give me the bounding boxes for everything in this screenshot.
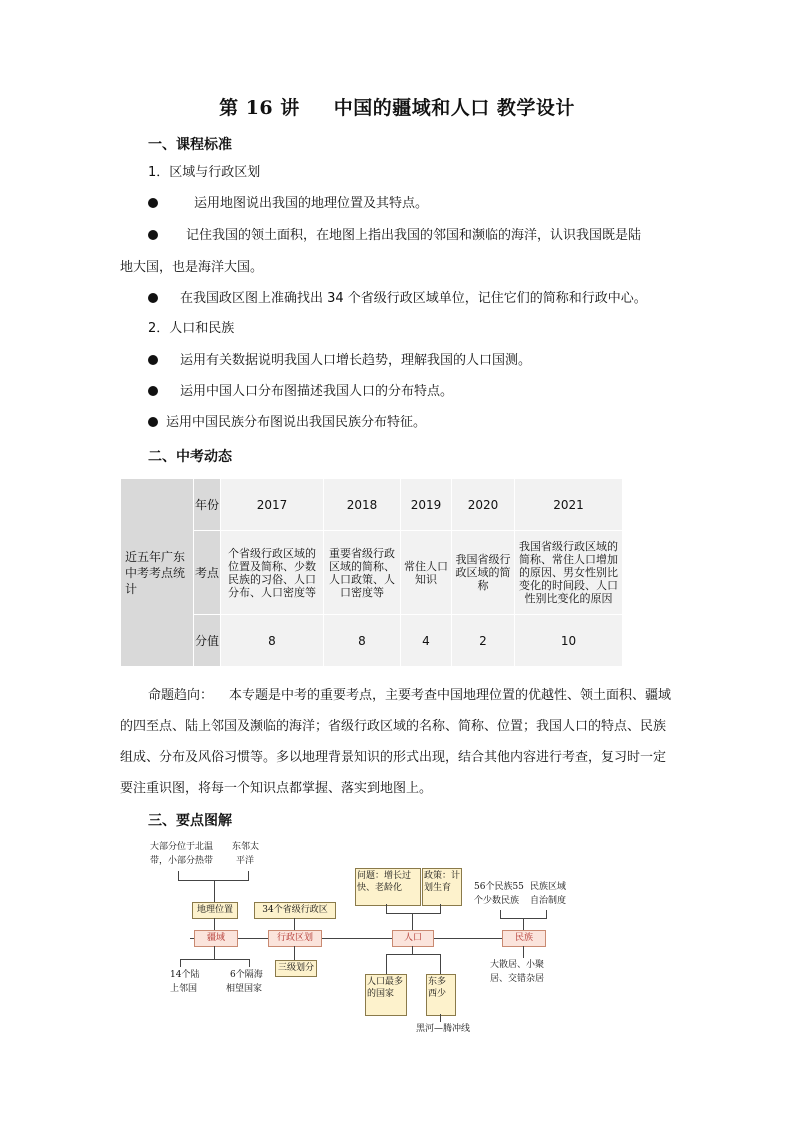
bullet-item-3: 在我国政区图上准确找出 34 个省级行政区域单位，记住它们的简称和行政中心。 — [148, 283, 647, 315]
bullet-icon — [148, 230, 158, 240]
score-cell: 4 — [401, 615, 452, 667]
point-cell: 个省级行政区域的位置及简称、少数民族的习俗、人口分布、人口密度等 — [221, 531, 324, 615]
bullet-item-6: 运用中国民族分布图说出我国民族分布特征。 — [148, 407, 426, 439]
three-level-box: 三级划分 — [275, 960, 317, 977]
problem-box: 问题：增长过快、老龄化 — [355, 868, 421, 906]
renkou-node: 人口 — [392, 930, 434, 947]
score-cell: 10 — [515, 615, 623, 667]
sea-neighbors-note: 6个隔海 相望国家 — [226, 970, 263, 994]
trend-paragraph: 命题趋向： 本专题是中考的重要考点，主要考查中国地理位置的优越性、领土面积、疆域的四至点、陆上邻国及濒临的海洋；省级行政区域的名称、简称、位置；我国人口的特点、民族组成、分布及风俗习惯等。多以地理背景知识的形式出现，结合其他内容进行考查，复习时一定要注重识图，将每一个知识点都掌握、落实到地图上。 — [120, 688, 672, 796]
row-header-point: 考点 — [194, 531, 221, 615]
jiangyu-node: 疆域 — [194, 930, 238, 947]
ethnic-count-note: 56个民族55 个少数民族 — [474, 882, 524, 906]
bullet-item-4: 运用有关数据说明我国人口增长趋势，理解我国的人口国测。 — [148, 345, 531, 377]
bullet-item-1: 运用地图说出我国的地理位置及其特点。 — [148, 188, 428, 220]
point-cell: 重要省级行政区域的简称、人口政策、人口密度等 — [324, 531, 401, 615]
land-neighbors-note: 14个陆 上邻国 — [170, 970, 200, 994]
table-corner-label: 近五年广东中考考点统计 — [121, 479, 194, 667]
exam-stats-table — [120, 478, 623, 667]
geo-position-box: 地理位置 — [192, 902, 238, 919]
section-heading-diagram: 三、要点图解 — [148, 813, 232, 829]
row-header-year: 年份 — [194, 479, 221, 531]
bullet-icon — [148, 386, 158, 396]
bullet-icon — [148, 417, 158, 427]
east-more-box: 东多西少 — [426, 974, 456, 1016]
subheading-population: 2．人口和民族 — [148, 321, 235, 336]
score-cell: 2 — [452, 615, 515, 667]
year-cell: 2020 — [452, 479, 515, 531]
point-cell: 我国省级行政区域的简称、常住人口增加的原因、男女性别比变化的时间段、人口性别比变化的原因 — [515, 531, 623, 615]
year-cell: 2021 — [515, 479, 623, 531]
provinces-box: 34个省级行政区 — [254, 902, 336, 919]
point-cell: 我国省级行政区域的简称 — [452, 531, 515, 615]
bullet-icon — [148, 198, 158, 208]
bullet-icon — [148, 355, 158, 365]
score-cell: 8 — [324, 615, 401, 667]
lecture-topic: 中国的疆域和人口 教学设计 — [333, 97, 575, 119]
location-note: 大部分位于北温 带，小部分热带 — [150, 842, 214, 866]
minzu-node: 民族 — [502, 930, 546, 947]
distribution-note: 大散居、小聚 居、交错杂居 — [490, 960, 545, 984]
year-cell: 2017 — [221, 479, 324, 531]
bullet-item-2: 记住我国的领土面积，在地图上指出我国的邻国和濒临的海洋，认识我国既是陆 — [148, 220, 688, 252]
score-cell: 8 — [221, 615, 324, 667]
page-title — [0, 93, 794, 120]
autonomy-note: 民族区域 自治制度 — [530, 882, 567, 906]
subheading-region: 1．区域与行政区划 — [148, 165, 261, 180]
lecture-number: 第 16 讲 — [219, 97, 300, 119]
hh-line-note: 黑河—腾冲线 — [416, 1024, 471, 1034]
bullet-icon — [148, 293, 158, 303]
main-axis-line — [190, 938, 540, 939]
policy-box: 政策：计划生育 — [422, 868, 462, 906]
point-cell: 常住人口知识 — [401, 531, 452, 615]
bullet-item-5: 运用中国人口分布图描述我国人口的分布特点。 — [148, 376, 453, 408]
section-heading-exam: 二、中考动态 — [148, 449, 232, 465]
concept-diagram — [140, 838, 600, 1038]
year-cell: 2019 — [401, 479, 452, 531]
section-heading-standards: 一、课程标准 — [148, 137, 232, 153]
xingzheng-node: 行政区划 — [268, 930, 322, 947]
row-header-score: 分值 — [194, 615, 221, 667]
year-cell: 2018 — [324, 479, 401, 531]
bullet-item-2-cont: 地大国，也是海洋大国。 — [120, 260, 264, 275]
most-pop-box: 人口最多的国家 — [365, 974, 407, 1016]
east-note: 东邻太 平洋 — [232, 842, 260, 866]
